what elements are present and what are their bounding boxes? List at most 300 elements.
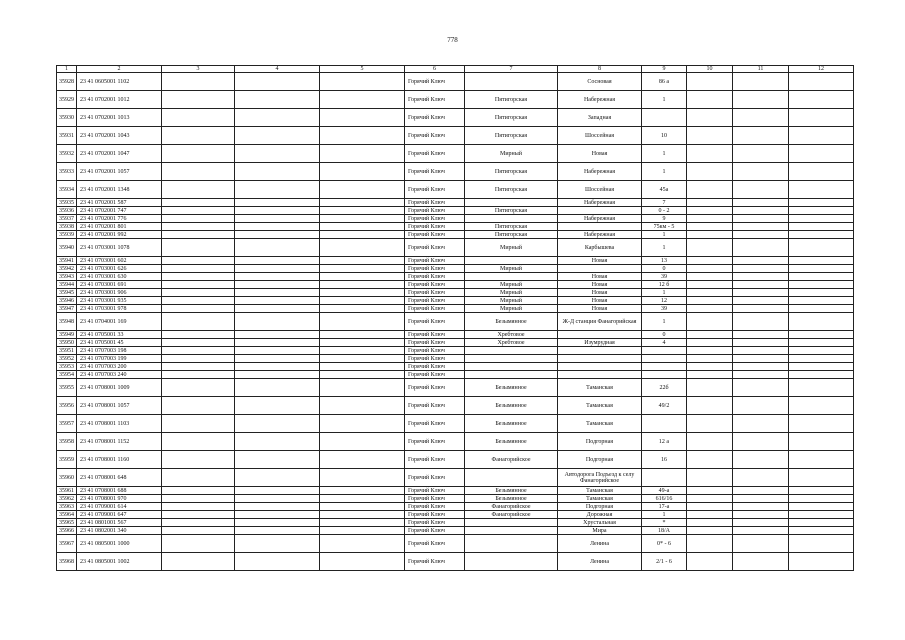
table-cell	[320, 163, 405, 181]
table-cell	[162, 553, 235, 571]
table-cell: Горячий Ключ	[405, 297, 465, 305]
table-cell	[320, 109, 405, 127]
table-cell: Таманская	[558, 397, 642, 415]
column-header: 9	[642, 66, 687, 73]
table-cell	[320, 527, 405, 535]
table-cell: 35941	[57, 257, 77, 265]
table-cell	[687, 527, 733, 535]
table-cell	[162, 313, 235, 331]
table-cell: Мирный	[465, 305, 558, 313]
table-cell	[687, 339, 733, 347]
table-cell: 18/А	[642, 527, 687, 535]
table-row	[57, 257, 854, 265]
table-cell: 35958	[57, 433, 77, 451]
table-cell: 35945	[57, 289, 77, 297]
table-cell: Горячий Ключ	[405, 451, 465, 469]
table-cell	[320, 487, 405, 495]
table-row	[57, 487, 854, 495]
table-cell: 35938	[57, 223, 77, 231]
table-cell	[687, 371, 733, 379]
table-cell	[789, 145, 854, 163]
table-cell	[465, 355, 558, 363]
table-cell: 35931	[57, 127, 77, 145]
table-cell: 23 41 0805001 1002	[77, 553, 162, 571]
table-cell: Пятигорская	[465, 223, 558, 231]
table-row	[57, 535, 854, 553]
table-cell	[733, 273, 789, 281]
table-cell	[235, 433, 320, 451]
table-cell	[789, 415, 854, 433]
table-row	[57, 215, 854, 223]
table-cell	[162, 415, 235, 433]
table-cell: 45а	[642, 181, 687, 199]
table-cell	[687, 511, 733, 519]
table-cell: Горячий Ключ	[405, 527, 465, 535]
table-cell	[235, 127, 320, 145]
table-row	[57, 145, 854, 163]
table-cell	[558, 371, 642, 379]
table-row	[57, 511, 854, 519]
table-cell: 22б	[642, 379, 687, 397]
table-cell	[235, 73, 320, 91]
table-cell	[235, 231, 320, 239]
table-cell	[687, 163, 733, 181]
table-cell	[162, 281, 235, 289]
table-cell	[789, 231, 854, 239]
table-cell	[687, 273, 733, 281]
table-cell	[320, 379, 405, 397]
table-cell: 35932	[57, 145, 77, 163]
table-cell	[235, 313, 320, 331]
table-cell	[162, 469, 235, 487]
table-cell: Горячий Ключ	[405, 181, 465, 199]
table-cell	[235, 527, 320, 535]
table-cell	[235, 347, 320, 355]
table-cell	[733, 363, 789, 371]
table-cell: 35962	[57, 495, 77, 503]
table-cell	[789, 207, 854, 215]
table-cell: 7	[642, 199, 687, 207]
table-cell	[642, 109, 687, 127]
table-cell	[162, 379, 235, 397]
table-cell: Автодорога Подъезд к селу Фанагорийское	[558, 469, 642, 487]
table-cell	[558, 207, 642, 215]
table-cell: 35943	[57, 273, 77, 281]
table-cell	[320, 289, 405, 297]
table-cell	[235, 145, 320, 163]
table-cell: 23 41 0703001 978	[77, 305, 162, 313]
table-cell	[162, 265, 235, 273]
table-cell: 23 41 0702001 1013	[77, 109, 162, 127]
table-cell: 35948	[57, 313, 77, 331]
table-cell	[733, 511, 789, 519]
table-row	[57, 91, 854, 109]
table-cell: 35942	[57, 265, 77, 273]
table-row	[57, 495, 854, 503]
table-cell: Мирный	[465, 297, 558, 305]
table-cell	[642, 347, 687, 355]
table-cell	[558, 363, 642, 371]
table-cell	[235, 239, 320, 257]
table-cell	[235, 339, 320, 347]
table-cell: 12 б	[642, 281, 687, 289]
table-cell	[320, 127, 405, 145]
page-number: 778	[447, 36, 458, 44]
table-cell	[162, 257, 235, 265]
table-cell: Горячий Ключ	[405, 73, 465, 91]
table-cell: Таманская	[558, 379, 642, 397]
table-cell	[687, 503, 733, 511]
table-cell	[789, 495, 854, 503]
table-cell	[733, 207, 789, 215]
table-cell	[687, 379, 733, 397]
table-cell	[162, 451, 235, 469]
table-cell: Подгорная	[558, 433, 642, 451]
table-cell: Горячий Ключ	[405, 415, 465, 433]
table-cell: Фанагорийское	[465, 511, 558, 519]
table-cell	[235, 163, 320, 181]
table-cell: Горячий Ключ	[405, 207, 465, 215]
table-cell	[789, 239, 854, 257]
table-cell: Горячий Ключ	[405, 397, 465, 415]
table-cell	[320, 503, 405, 511]
table-cell	[687, 265, 733, 273]
table-cell	[789, 163, 854, 181]
table-cell: Безымянное	[465, 495, 558, 503]
table-cell	[789, 503, 854, 511]
table-cell	[320, 355, 405, 363]
table-cell	[320, 199, 405, 207]
table-cell: Мирный	[465, 289, 558, 297]
table-cell: Горячий Ключ	[405, 223, 465, 231]
table-cell: Горячий Ключ	[405, 347, 465, 355]
table-cell	[733, 127, 789, 145]
table-cell	[320, 207, 405, 215]
table-cell: Горячий Ключ	[405, 91, 465, 109]
table-cell	[789, 257, 854, 265]
table-cell	[733, 519, 789, 527]
table-row	[57, 339, 854, 347]
column-header: 4	[235, 66, 320, 73]
table-cell	[465, 347, 558, 355]
table-cell	[162, 297, 235, 305]
table-cell: 0 - 2	[642, 207, 687, 215]
table-cell	[162, 503, 235, 511]
table-cell: 23 41 0709001 614	[77, 503, 162, 511]
table-cell	[320, 363, 405, 371]
table-cell	[162, 215, 235, 223]
table-cell: Пятигорская	[465, 231, 558, 239]
table-cell	[235, 487, 320, 495]
table-cell	[733, 415, 789, 433]
table-cell	[320, 553, 405, 571]
table-cell: Хребтовое	[465, 331, 558, 339]
table-cell: 23 41 0703001 691	[77, 281, 162, 289]
table-cell	[320, 145, 405, 163]
table-cell	[789, 371, 854, 379]
register-table	[56, 65, 854, 571]
table-cell	[162, 127, 235, 145]
table-row	[57, 297, 854, 305]
table-cell: 1	[642, 231, 687, 239]
table-cell: 35965	[57, 519, 77, 527]
table-cell	[162, 181, 235, 199]
table-cell	[235, 355, 320, 363]
table-cell: 23 41 0703001 906	[77, 289, 162, 297]
table-cell	[789, 181, 854, 199]
table-cell	[162, 73, 235, 91]
table-cell: Подгорная	[558, 451, 642, 469]
table-cell	[789, 487, 854, 495]
table-cell	[789, 363, 854, 371]
table-cell: Горячий Ключ	[405, 553, 465, 571]
table-cell: Горячий Ключ	[405, 215, 465, 223]
table-cell	[235, 415, 320, 433]
table-cell	[235, 535, 320, 553]
table-cell: Таманская	[558, 487, 642, 495]
table-cell	[320, 73, 405, 91]
table-cell	[789, 289, 854, 297]
table-cell	[320, 495, 405, 503]
table-cell: 23 41 0704001 169	[77, 313, 162, 331]
table-cell: 35934	[57, 181, 77, 199]
table-cell	[235, 273, 320, 281]
table-cell	[235, 181, 320, 199]
table-cell: Пятигорская	[465, 109, 558, 127]
table-cell	[733, 553, 789, 571]
table-cell: Сосновая	[558, 73, 642, 91]
table-cell	[687, 215, 733, 223]
table-cell: Горячий Ключ	[405, 145, 465, 163]
table-cell	[162, 527, 235, 535]
table-cell	[465, 527, 558, 535]
table-cell: 1	[642, 163, 687, 181]
table-cell	[320, 231, 405, 239]
table-cell	[162, 199, 235, 207]
table-cell	[162, 239, 235, 257]
table-cell: 23 41 0702001 1057	[77, 163, 162, 181]
table-row	[57, 181, 854, 199]
table-cell	[687, 469, 733, 487]
table-cell: 1	[642, 145, 687, 163]
table-cell	[162, 511, 235, 519]
table-cell	[733, 223, 789, 231]
table-cell: *	[642, 519, 687, 527]
table-cell: Новая	[558, 297, 642, 305]
table-cell	[789, 347, 854, 355]
table-cell: 23 41 0703001 626	[77, 265, 162, 273]
table-cell	[733, 281, 789, 289]
table-row	[57, 553, 854, 571]
table-cell	[789, 331, 854, 339]
table-cell: 35961	[57, 487, 77, 495]
table-cell	[320, 347, 405, 355]
table-cell: Новая	[558, 145, 642, 163]
column-header: 6	[405, 66, 465, 73]
table-cell: 0	[642, 265, 687, 273]
table-cell: 23 41 0702001 1047	[77, 145, 162, 163]
table-cell: 23 41 0703001 630	[77, 273, 162, 281]
table-cell: Безымянное	[465, 397, 558, 415]
table-cell	[235, 511, 320, 519]
table-cell: 23 41 0708001 970	[77, 495, 162, 503]
table-cell	[687, 433, 733, 451]
table-cell: Шоссейная	[558, 181, 642, 199]
table-cell	[789, 397, 854, 415]
table-cell	[235, 289, 320, 297]
table-cell	[320, 519, 405, 527]
table-cell: 35947	[57, 305, 77, 313]
table-cell	[733, 503, 789, 511]
table-cell	[687, 281, 733, 289]
table-cell	[789, 297, 854, 305]
table-cell: 35928	[57, 73, 77, 91]
table-cell	[687, 331, 733, 339]
table-row	[57, 503, 854, 511]
table-row	[57, 363, 854, 371]
table-cell	[235, 469, 320, 487]
table-cell	[789, 527, 854, 535]
table-cell	[789, 281, 854, 289]
table-cell	[320, 91, 405, 109]
table-cell	[642, 415, 687, 433]
table-cell: Горячий Ключ	[405, 487, 465, 495]
table-cell: 23 41 0708001 1160	[77, 451, 162, 469]
table-cell	[320, 215, 405, 223]
table-cell: 13	[642, 257, 687, 265]
table-cell	[733, 487, 789, 495]
table-cell: Новая	[558, 305, 642, 313]
table-row	[57, 397, 854, 415]
column-header: 5	[320, 66, 405, 73]
table-cell: Горячий Ключ	[405, 163, 465, 181]
table-cell	[733, 331, 789, 339]
table-cell	[733, 347, 789, 355]
table-cell: 23 41 0708001 1103	[77, 415, 162, 433]
table-cell	[235, 451, 320, 469]
table-row	[57, 527, 854, 535]
table-cell: Безымянное	[465, 487, 558, 495]
table-cell: 10	[642, 127, 687, 145]
table-cell	[789, 519, 854, 527]
table-cell	[687, 487, 733, 495]
table-cell	[320, 433, 405, 451]
table-cell	[733, 231, 789, 239]
table-cell: 35946	[57, 297, 77, 305]
table-cell: Набережная	[558, 199, 642, 207]
table-cell: 23 41 0805001 1000	[77, 535, 162, 553]
table-cell	[642, 355, 687, 363]
column-header: 1	[57, 66, 77, 73]
table-cell: Горячий Ключ	[405, 503, 465, 511]
table-cell: 16	[642, 451, 687, 469]
table-cell	[687, 347, 733, 355]
table-cell	[235, 265, 320, 273]
table-cell	[789, 355, 854, 363]
table-cell	[687, 199, 733, 207]
table-cell: 35964	[57, 511, 77, 519]
table-cell: 75км - 5	[642, 223, 687, 231]
table-cell	[733, 73, 789, 91]
table-cell	[687, 451, 733, 469]
table-cell	[320, 339, 405, 347]
table-cell: 23 41 0708001 1152	[77, 433, 162, 451]
table-cell: 23 41 0708001 688	[77, 487, 162, 495]
table-cell: Фанагорийское	[465, 503, 558, 511]
table-cell	[320, 305, 405, 313]
table-cell: Таманская	[558, 495, 642, 503]
table-cell	[162, 289, 235, 297]
table-cell	[687, 415, 733, 433]
table-cell	[320, 265, 405, 273]
table-cell: Набережная	[558, 231, 642, 239]
table-cell	[235, 363, 320, 371]
table-row	[57, 281, 854, 289]
table-cell: 35967	[57, 535, 77, 553]
table-cell	[235, 371, 320, 379]
table-cell: 35968	[57, 553, 77, 571]
table-cell	[789, 127, 854, 145]
table-cell	[465, 199, 558, 207]
table-cell: Новая	[558, 289, 642, 297]
table-cell	[320, 239, 405, 257]
table-cell	[162, 223, 235, 231]
table-cell	[558, 355, 642, 363]
table-cell	[235, 257, 320, 265]
table-cell: Изумрудная	[558, 339, 642, 347]
table-row	[57, 305, 854, 313]
table-cell	[789, 223, 854, 231]
table-cell: 35963	[57, 503, 77, 511]
table-cell	[558, 331, 642, 339]
table-cell	[162, 145, 235, 163]
table-cell: 12 а	[642, 433, 687, 451]
table-cell	[733, 257, 789, 265]
table-row	[57, 239, 854, 257]
table-cell	[687, 109, 733, 127]
table-cell: 2/1 - 6	[642, 553, 687, 571]
table-cell	[789, 265, 854, 273]
table-cell: 23 41 0702001 1043	[77, 127, 162, 145]
table-cell	[687, 495, 733, 503]
table-row	[57, 199, 854, 207]
table-cell	[733, 305, 789, 313]
table-cell: 23 41 0707003 240	[77, 371, 162, 379]
table-cell: 23 41 0708001 1009	[77, 379, 162, 397]
table-row	[57, 355, 854, 363]
table-cell	[465, 553, 558, 571]
table-cell	[733, 181, 789, 199]
table-cell: 35966	[57, 527, 77, 535]
table-cell: 49-а	[642, 487, 687, 495]
table-cell: 23 41 0703001 935	[77, 297, 162, 305]
table-cell: Мирный	[465, 281, 558, 289]
table-cell	[789, 199, 854, 207]
table-cell	[320, 371, 405, 379]
table-cell: Мирный	[465, 239, 558, 257]
table-cell: Пятигорская	[465, 91, 558, 109]
table-cell: Пятигорская	[465, 163, 558, 181]
table-cell: 23 41 0705001 33	[77, 331, 162, 339]
table-cell: 35959	[57, 451, 77, 469]
table-cell: 23 41 0707003 200	[77, 363, 162, 371]
table-cell: Безымянное	[465, 415, 558, 433]
table-cell	[789, 379, 854, 397]
table-cell	[687, 91, 733, 109]
table-cell: Горячий Ключ	[405, 199, 465, 207]
table-cell	[162, 535, 235, 553]
table-cell	[733, 379, 789, 397]
